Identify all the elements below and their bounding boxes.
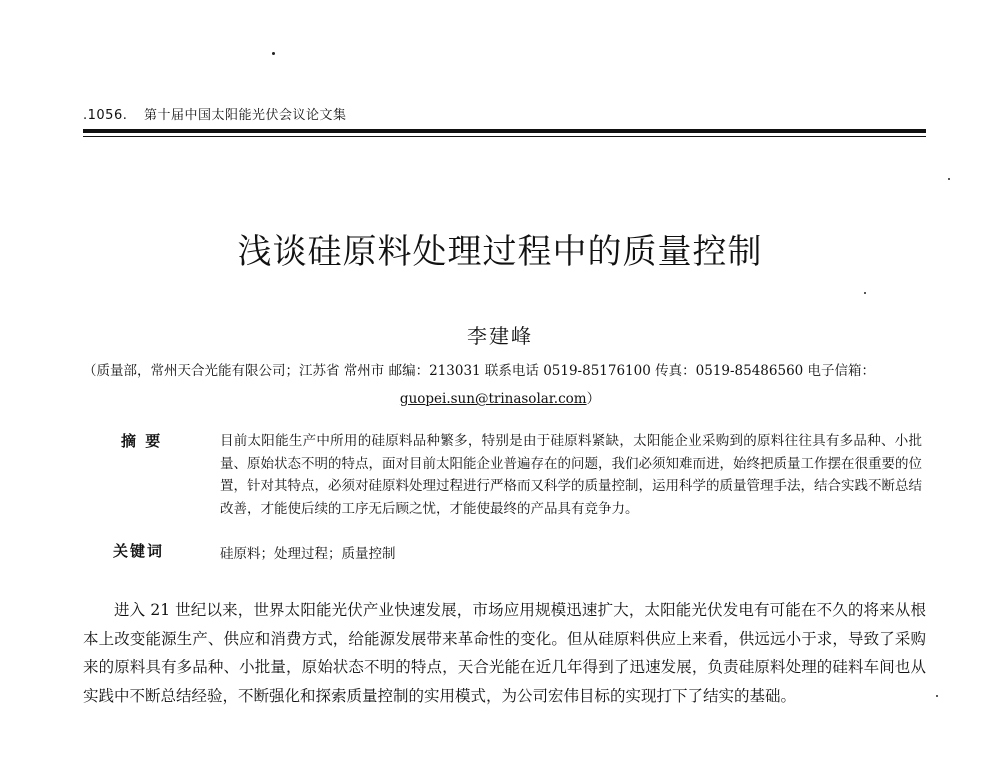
author-affiliation: （质量部，常州天合光能有限公司；江苏省 常州市 邮编：213031 联系电话 0519-85176100 传真：0519-85486560 电子信箱： xyxy=(83,363,876,379)
scan-speck xyxy=(272,52,275,55)
proceedings-title: 第十届中国太阳能光伏会议论文集 xyxy=(144,108,347,123)
abstract-text: 目前太阳能生产中所用的硅原料品种繁多，特别是由于硅原料紧缺，太阳能企业采购到的原料往往具有多品种、小批量、原始状态不明的特点，面对目前太阳能企业普遍存在的问题，我们必须知难而进，始终把质量工作摆在很重要的位置，针对其特点，必须对硅原料处理过程进行严格而又科学的质量控制，运用科学的质量管理手法，结合实践不断总结改善，才能使后续的工序无后顾之忧，才能使最终的产品具有竞争力。 xyxy=(220,433,922,517)
scan-speck xyxy=(948,178,950,180)
running-header xyxy=(83,104,347,123)
header-rule-thin xyxy=(83,136,926,137)
author-name: 李建峰 xyxy=(467,324,533,348)
keywords-text: 硅原料；处理过程；质量控制 xyxy=(220,546,396,562)
affiliation-close: ） xyxy=(586,391,601,407)
keywords-label: 关键词 xyxy=(113,542,165,560)
paper-title: 浅谈硅原料处理过程中的质量控制 xyxy=(237,232,763,272)
author-email-link[interactable]: guopei.sun@trinasolar.com xyxy=(399,391,587,407)
page-number: .1056. xyxy=(83,108,128,123)
scan-speck xyxy=(936,695,938,697)
scan-speck xyxy=(864,292,866,294)
body-paragraph: 进入 21 世纪以来，世界太阳能光伏产业快速发展，市场应用规模迅速扩大，太阳能光伏发电有可能在不久的将来从根本上改变能源生产、供应和消费方式，给能源发展带来革命性的变化。但从硅原料供应上来看，供远远小于求，导致了采购来的原料具有多品种、小批量，原始状态不明的特点，天合光能在近几年得到了迅速发展，负责硅原料处理的硅料车间也从实践中不断总结经验，不断强化和探索质量控制的实用模式，为公司宏伟目标的实现打下了结实的基础。 xyxy=(83,601,926,705)
header-rule-thick xyxy=(83,129,926,133)
email-line xyxy=(0,387,1000,407)
abstract-label: 摘 要 xyxy=(121,432,163,450)
